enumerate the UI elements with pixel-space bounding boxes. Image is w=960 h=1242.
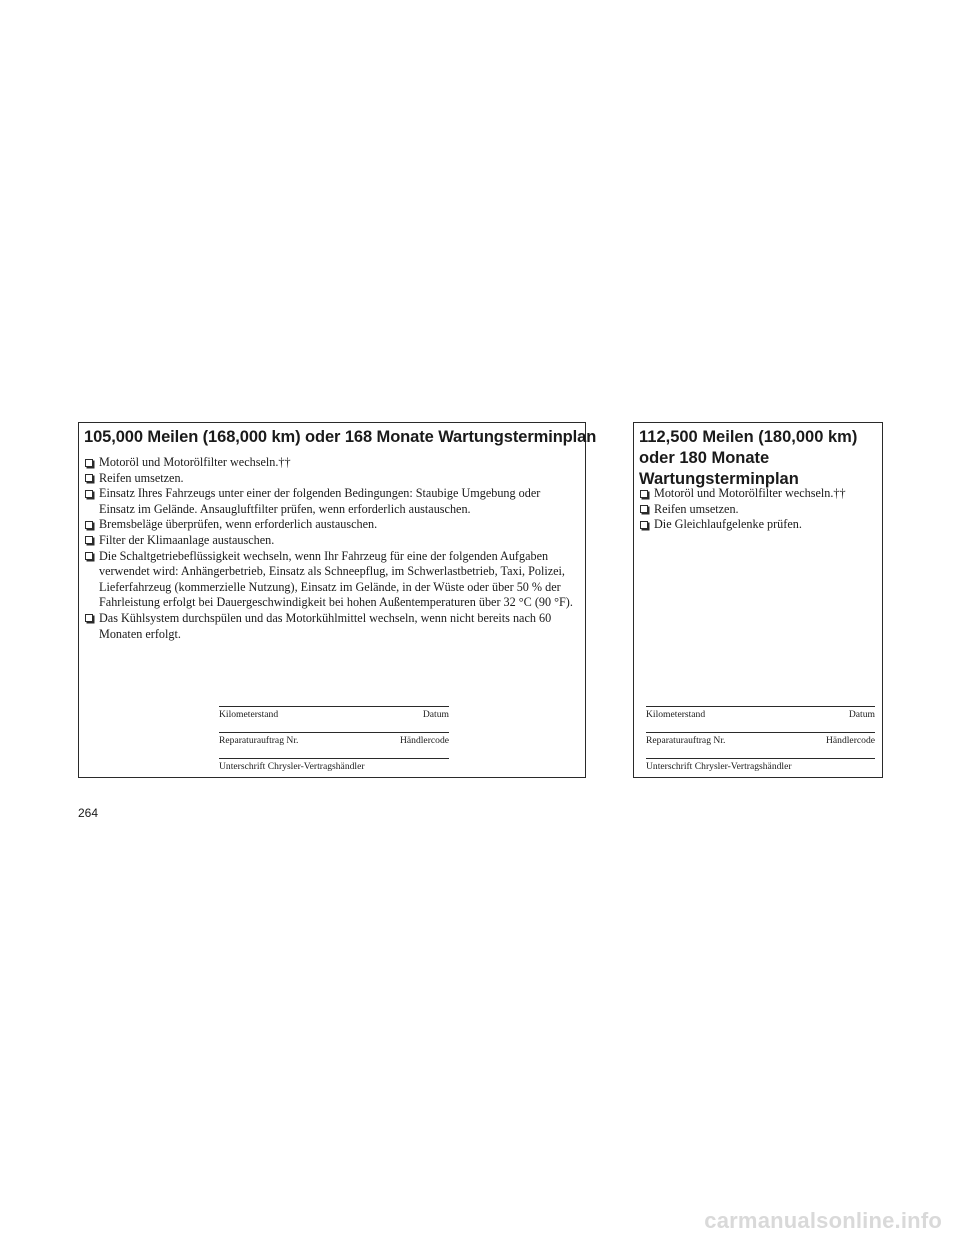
checkbox-icon	[85, 536, 93, 544]
checklist-item-text: Reifen umsetzen.	[99, 470, 184, 485]
odometer-label: Kilometerstand	[646, 709, 706, 720]
checklist-item-text: Das Kühlsystem durchspülen und das Motorkühlmittel wechseln, wenn nicht bereits nach 60 Monaten erfolgt.	[99, 610, 552, 641]
checklist-item	[640, 502, 876, 518]
checklist-item-text: Reifen umsetzen.	[654, 501, 739, 516]
checkbox-icon	[85, 552, 93, 560]
checklist-item-text: Die Schaltgetriebeflüssigkeit wechseln, wenn Ihr Fahrzeug für eine der folgenden Aufgaben verwendet wird: Anhängerbetrieb, Einsatz als Schneepflug, im Schwerlastbetrieb, Taxi, Polizei, Lieferfahrzeug (kommerzielle Nutzung), Einsatz im Gelände, in der Wüste oder über 50 % der Fahrleistung erfolgt bei Dauergeschwindigkeit bei hohen Außentemperaturen über 32 °C (90 °F).	[99, 548, 573, 610]
odometer-label: Kilometerstand	[219, 709, 279, 720]
checklist	[640, 486, 876, 533]
signature-rule	[646, 732, 875, 733]
checklist-item-text: Motoröl und Motorölfilter wechseln.††	[654, 486, 846, 500]
checklist-item-text: Filter der Klimaanlage austauschen.	[99, 532, 275, 547]
repair-order-label: Reparaturauftrag Nr.	[646, 735, 726, 746]
repair-order-label: Reparaturauftrag Nr.	[219, 735, 299, 746]
checkbox-icon	[85, 614, 93, 622]
checkbox-icon	[640, 490, 648, 498]
checklist	[85, 455, 579, 642]
signature-line-dealer	[646, 758, 875, 773]
signature-line-repair-order	[219, 732, 449, 747]
date-label: Datum	[848, 709, 875, 720]
signature-rule	[646, 706, 875, 707]
checklist-item	[85, 533, 579, 549]
checklist-item	[85, 455, 579, 471]
dealer-signature-label: Unterschrift Chrysler-Vertragshändler	[219, 761, 365, 772]
maintenance-box-112500	[633, 422, 883, 778]
checklist-item	[85, 471, 579, 487]
dealer-signature-label: Unterschrift Chrysler-Vertragshändler	[646, 761, 792, 772]
signature-rule	[646, 758, 875, 759]
signature-line-odometer	[646, 706, 875, 721]
checklist-item	[85, 611, 579, 642]
signature-line-dealer	[219, 758, 449, 773]
checklist-item-text: Motoröl und Motorölfilter wechseln.††	[99, 455, 291, 469]
watermark: carmanualsonline.info	[704, 1208, 942, 1233]
signature-rule	[219, 758, 449, 759]
checklist-item-text: Einsatz Ihres Fahrzeugs unter einer der folgenden Bedingungen: Staubige Umgebung oder Einsatz im Gelände. Ansaugluftfilter prüfen, wenn erforderlich austauschen.	[99, 486, 541, 516]
checklist-item	[85, 549, 579, 611]
box-title: 105,000 Meilen (168,000 km) oder 168 Monate Wartungsterminplan	[84, 428, 597, 446]
signature-rule	[219, 706, 449, 707]
checkbox-icon	[85, 474, 93, 482]
signature-line-odometer	[219, 706, 449, 721]
checkbox-icon	[640, 521, 648, 529]
checkbox-icon	[85, 490, 93, 498]
checklist-item	[640, 517, 876, 533]
box-title: 112,500 Meilen (180,000 km) oder 180 Monate Wartungsterminplan	[639, 428, 858, 488]
checkbox-icon	[85, 521, 93, 529]
date-label: Datum	[422, 709, 449, 720]
checkbox-icon	[640, 505, 648, 513]
checklist-item	[85, 517, 579, 533]
checklist-item-text: Die Gleichlaufgelenke prüfen.	[654, 517, 802, 532]
signature-rule	[219, 732, 449, 733]
page-number: 264	[78, 806, 99, 820]
maintenance-box-105000	[78, 422, 597, 778]
signature-line-repair-order	[646, 732, 875, 747]
dealer-code-label: Händlercode	[399, 735, 449, 746]
checklist-item-text: Bremsbeläge überprüfen, wenn erforderlich austauschen.	[99, 517, 378, 532]
checkbox-icon	[85, 459, 93, 467]
checklist-item	[85, 486, 579, 517]
checklist-item	[640, 486, 876, 502]
dealer-code-label: Händlercode	[825, 735, 875, 746]
